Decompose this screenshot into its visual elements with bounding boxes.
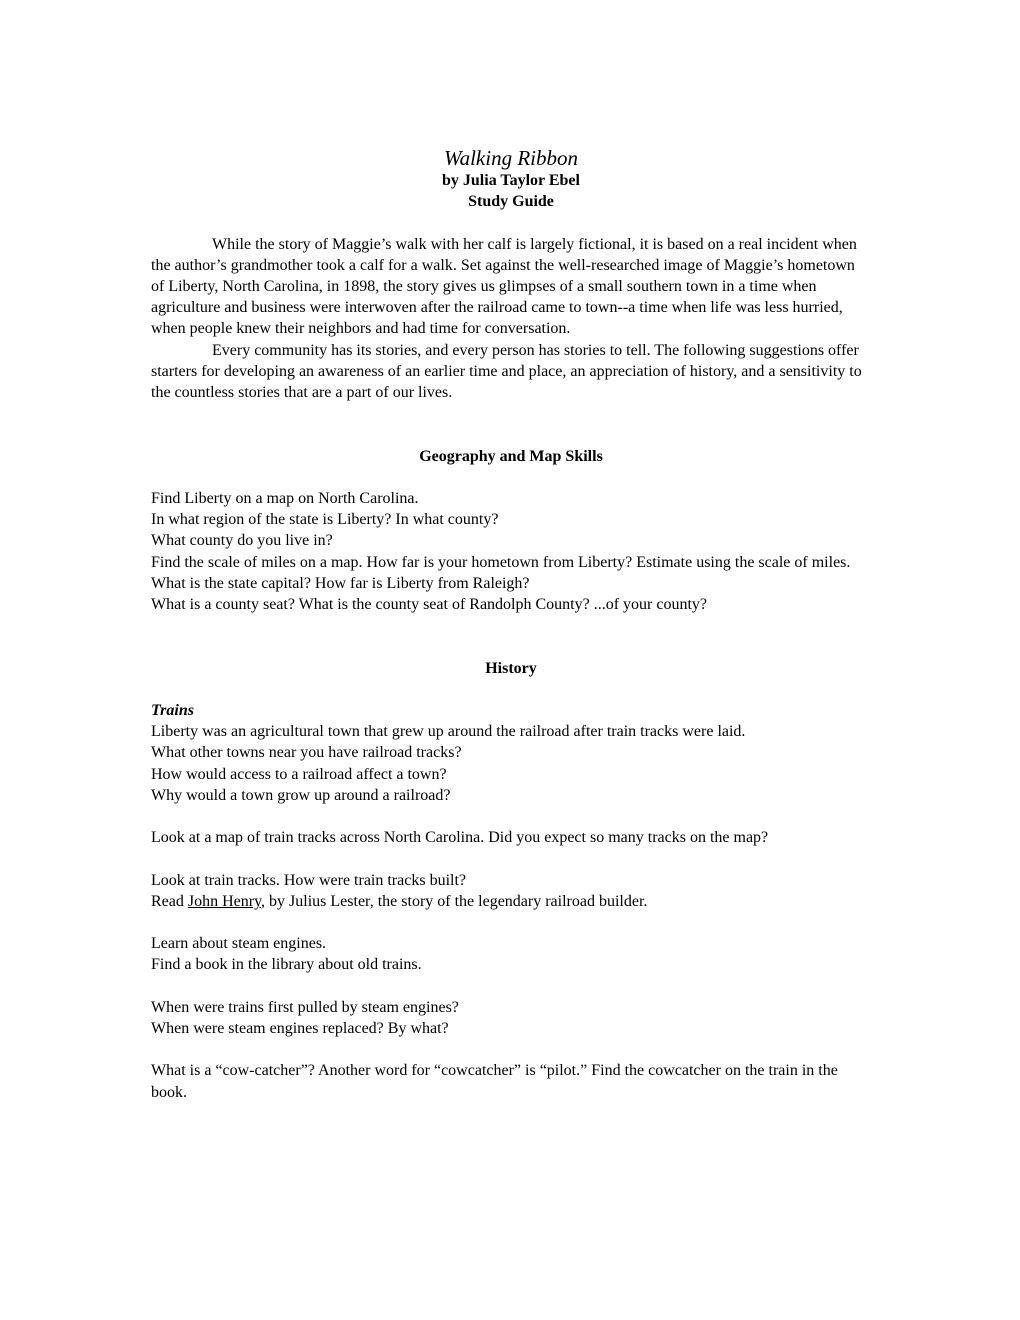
list-item: How would access to a railroad affect a town?	[151, 765, 447, 783]
intro-paragraph-1: While the story of Maggie’s walk with her calf is largely fictional, it is based on a real incident when the author’s grandmother took a calf for a walk. Set against the well-researched image of Maggie’s hometown of Liberty, North Carolina, in 1898, the story gives us glimpses of a small southern town in a time when agriculture and business were interwoven after the railroad came to town--a time when life was less hurried, when people knew their neighbors and had time for conversation.	[151, 235, 857, 338]
subtitle: Study Guide	[468, 193, 554, 211]
cowcatcher-question: What is a “cow-catcher”? Another word for “cowcatcher” is “pilot.” Find the cowcatcher on the train in the book.	[151, 1062, 838, 1101]
byline: by Julia Taylor Ebel	[442, 172, 580, 189]
list-item: Liberty was an agricultural town that grew up around the railroad after train tracks were laid.	[151, 723, 746, 741]
list-item: When were trains first pulled by steam engines?	[151, 998, 459, 1016]
list-item: What county do you live in?	[151, 532, 333, 550]
reading-suggestion	[151, 891, 871, 912]
book-title-john-henry: John Henry	[187, 892, 262, 910]
list-item: What is the state capital? How far is Liberty from Raleigh?	[151, 574, 530, 592]
intro-paragraph-2: Every community has its stories, and every person has stories to tell. The following suggestions offer starters for developing an awareness of an earlier time and place, an appreciation of history, and a sensitivity to the countless stories that are a part of our lives.	[151, 341, 862, 402]
trains-group-5	[151, 997, 871, 1039]
list-item: Find the scale of miles on a map. How far is your hometown from Liberty? Estimate using the scale of miles.	[151, 553, 851, 571]
list-item: What is a county seat? What is the county seat of Randolph County? ...of your county?	[151, 596, 708, 614]
document-title: Walking Ribbon	[444, 146, 578, 170]
list-item: When were steam engines replaced? By what?	[151, 1019, 449, 1037]
read-suffix: , by Julius Lester, the story of the legendary railroad builder.	[261, 892, 648, 910]
history-heading: History	[485, 659, 537, 677]
list-item: Why would a town grow up around a railroad?	[151, 786, 451, 804]
list-item: In what region of the state is Liberty? In what county?	[151, 511, 499, 529]
list-item: Look at train tracks. How were train tracks built?	[151, 871, 466, 889]
list-item: What other towns near you have railroad tracks?	[151, 744, 462, 762]
geography-heading: Geography and Map Skills	[419, 447, 603, 465]
trains-group-4	[151, 933, 871, 975]
trains-map-question: Look at a map of train tracks across North Carolina. Did you expect so many tracks on the map?	[151, 829, 769, 847]
read-prefix: Read	[151, 892, 188, 910]
list-item: Find a book in the library about old trains.	[151, 956, 422, 974]
trains-group-3	[151, 870, 871, 912]
trains-subheading: Trains	[151, 702, 194, 719]
list-item: Learn about steam engines.	[151, 935, 327, 953]
list-item: Find Liberty on a map on North Carolina.	[151, 490, 419, 507]
trains-group-1	[151, 721, 871, 806]
geography-questions	[151, 488, 871, 615]
document-page	[151, 146, 871, 1103]
